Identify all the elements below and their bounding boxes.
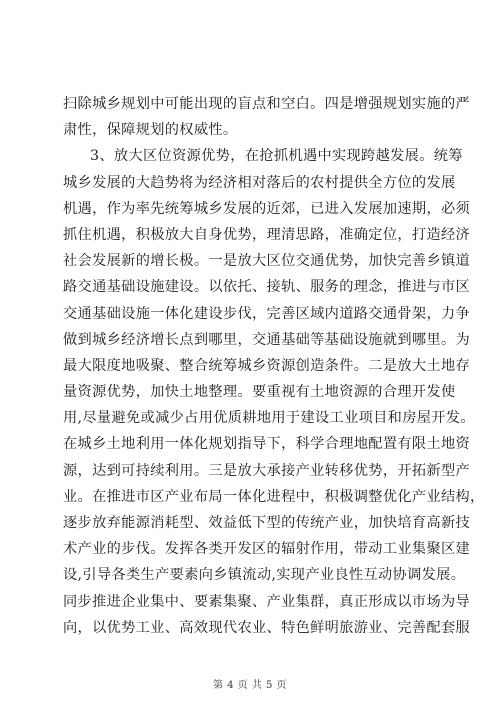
page-footer <box>0 676 500 691</box>
text-line: 扫除城乡规划中可能出现的盲点和空白。四是增强规划实施的严 <box>63 96 471 112</box>
text-line: 交通基础设施一体化建设步伐，完善区域内道路交通骨架，力争 <box>63 305 471 322</box>
body-text <box>63 91 485 641</box>
text-line: 机遇，作为率先统筹城乡发展的近郊，已进入发展加速期，必须 <box>63 200 471 217</box>
text-line: 路交通基础设施建设。以依托、接轨、服务的理念，推进与市区 <box>63 279 471 296</box>
text-line: 最大限度地吸聚、整合统筹城乡资源创造条件。二是放大土地存 <box>63 357 471 374</box>
text-line: 用,尽量避免或减少占用优质耕地用于建设工业项目和房屋开发。 <box>63 410 475 427</box>
text-line: 业。在推进市区产业布局一体化进程中，积极调整优化产业结构， <box>63 488 485 505</box>
text-line: 社会发展新的增长极。一是放大区位交通优势，加快完善乡镇道 <box>63 253 471 270</box>
text-line: 向，以优势工业、高效现代农业、特色鲜明旅游业、完善配套服 <box>63 619 471 636</box>
text-line: 同步推进企业集中、要素集聚、产业集群，真正形成以市场为导 <box>63 593 471 610</box>
text-line: 术产业的步伐。发挥各类开发区的辐射作用，带动工业集聚区建 <box>63 541 471 558</box>
text-line: 城乡发展的大趋势将为经济相对落后的农村提供全方位的发展 <box>63 174 456 191</box>
text-line: 抓住机遇，积极放大自身优势，理清思路，准确定位，打造经济 <box>63 226 471 243</box>
page-number: 第 4 页 共 5 页 <box>212 680 288 691</box>
text-line: 设,引导各类生产要素向乡镇流动,实现产业良性互动协调发展。 <box>63 567 466 584</box>
text-line: 量资源优势，加快土地整理。要重视有土地资源的合理开发使 <box>63 384 456 401</box>
text-line: 逐步放弃能源消耗型、效益低下型的传统产业，加快培育高新技 <box>63 515 471 531</box>
text-line: 做到城乡经济增长点到哪里，交通基础等基础设施就到哪里。为 <box>63 331 471 348</box>
text-line: 源，达到可持续利用。三是放大承接产业转移优势，开拓新型产 <box>63 462 471 479</box>
text-line: 3、放大区位资源优势，在抢抓机遇中实现跨越发展。统筹 <box>90 148 463 165</box>
text-line: 肃性，保障规划的权威性。 <box>63 122 238 139</box>
text-line: 在城乡土地利用一体化规划指导下，科学合理地配置有限土地资 <box>63 436 471 453</box>
